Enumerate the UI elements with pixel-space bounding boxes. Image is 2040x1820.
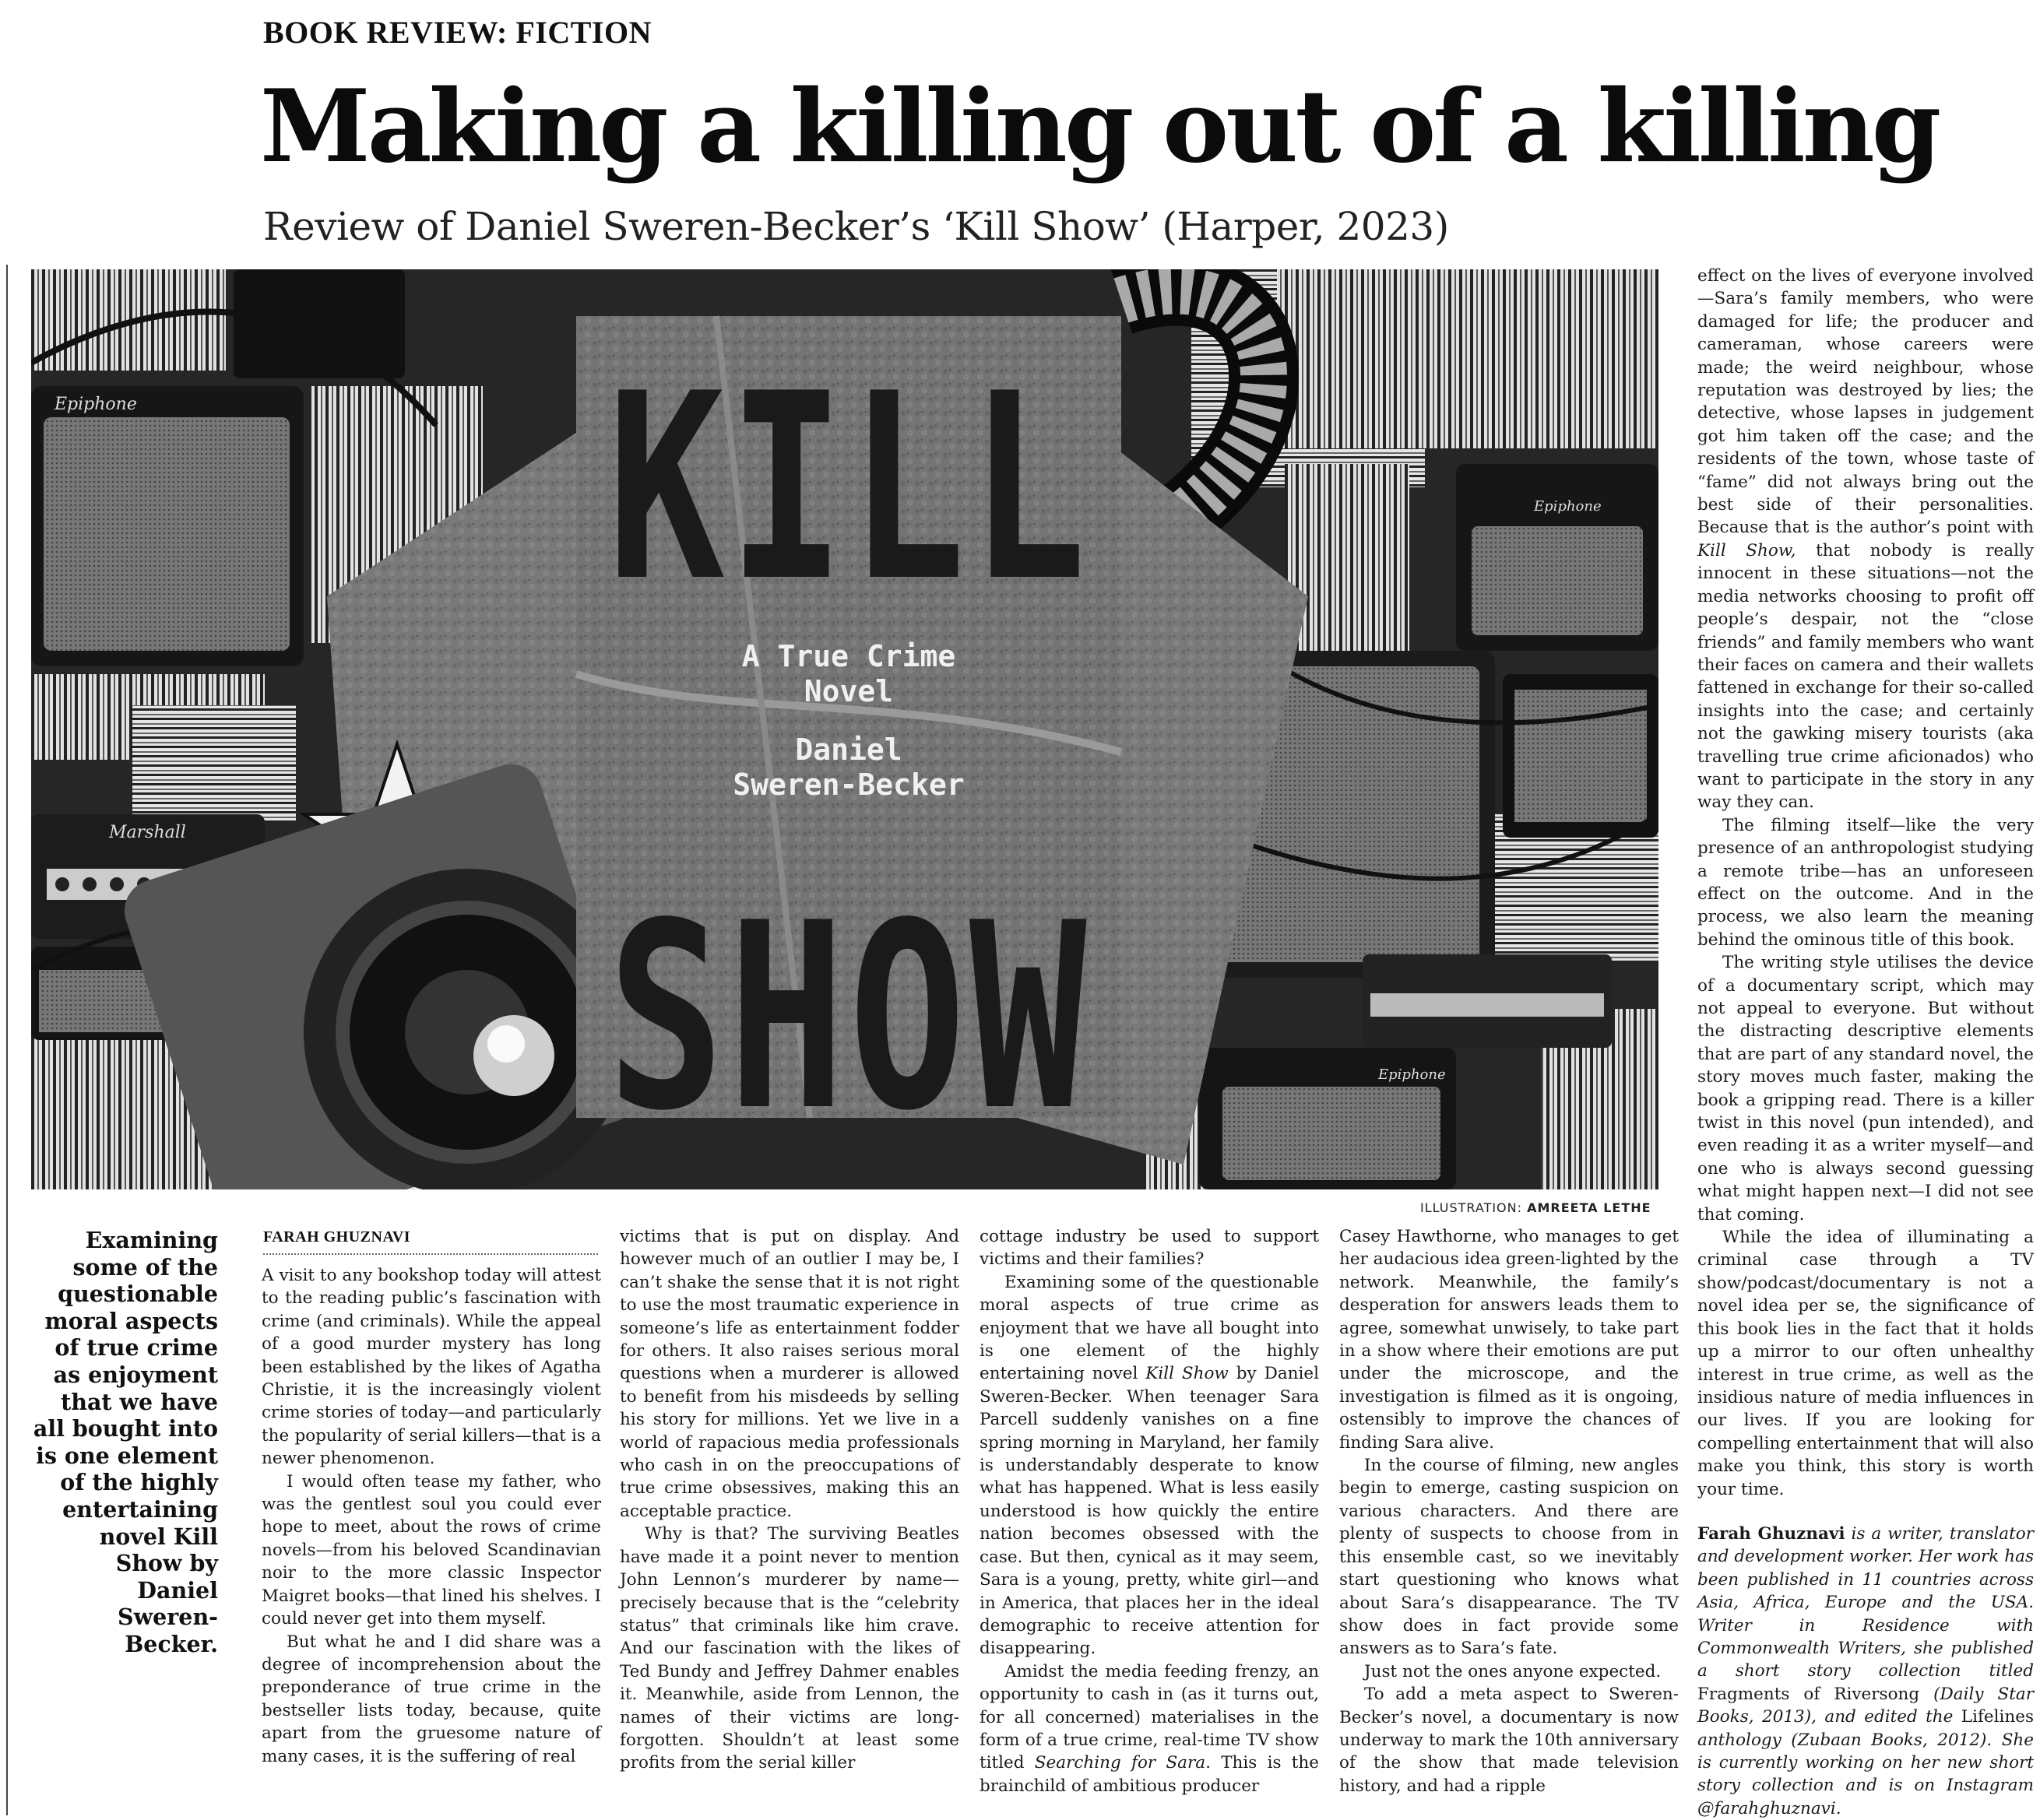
cover-title-kill: KILL bbox=[607, 339, 1090, 638]
amplifier-left-top bbox=[31, 386, 304, 666]
byline-rule bbox=[263, 1253, 598, 1255]
illustration-credit bbox=[1420, 1200, 1651, 1215]
paragraph: effect on the lives of everyone involved—Sara’s family members, who were damaged for life; the producer and cameraman, whose careers were made; the weird neighbour, whose reputation was destroyed by lies; the detective, whose lapses in judgement got him taken off the case; and the residents of the town, whose taste of “fame” did not always bring out the best side of their personalities. Because that is the author’s point with Kill Show, that nobody is really innocent in these situations—not the media networks choosing to profit off people’s despair, not the “close friends” and family members who want their faces on camera and their wallets fattened in exchange for their so-called insights into the case; and certainly not the gawking misery tourists (aka travelling true crime aficionados) who want to participate in the story in any way they can. bbox=[1697, 266, 2034, 813]
article-column-5 bbox=[1697, 265, 2034, 1820]
marshall-brand-label: Marshall bbox=[109, 823, 186, 842]
paragraph: Casey Hawthorne, who manages to get her audacious idea green-lighted by the network. Meanwhile, the family’s desperation for answers leads them to agree, somewhat unwisely, to take part in a show where their emotions are put under the microscope, and the investigation is filmed as it is ongoing, ostensibly to improve the chances of finding Sara alive. bbox=[1339, 1227, 1679, 1453]
amplifier-right-bottom bbox=[1199, 1048, 1456, 1189]
credit-name: AMREETA LETHE bbox=[1527, 1200, 1651, 1215]
show-title: Searching for Sara bbox=[1034, 1753, 1206, 1773]
byline: FARAH GHUZNAVI bbox=[263, 1228, 411, 1246]
cover-author-1: Daniel bbox=[795, 733, 902, 767]
amplifier-right-small bbox=[1503, 674, 1658, 838]
cover-tagline-2: Novel bbox=[804, 674, 894, 708]
book-title: Kill Show bbox=[1145, 1364, 1229, 1384]
cover-title-show: SHOW bbox=[607, 868, 1090, 1167]
paragraph: To add a meta aspect to Sweren-Becker’s novel, a documentary is now underway to mark the 10th anniversary of the show that made television history, and had a ripple bbox=[1339, 1685, 1679, 1796]
paragraph: I would often tease my father, who was the gentlest soul you could ever hope to meet, about the rows of crime novels—from his beloved Scandinavian noir to the more classic Inspector Maigret books—that lined his shelves. I could never get into them myself. bbox=[262, 1471, 601, 1629]
paragraph: But what he and I did share was a degree of incomprehension about the preponderance of true crime in the bestseller lists today, because, quite apart from the gruesome nature of many cases, it is the suffering of real bbox=[262, 1632, 601, 1766]
bio-name: Farah Ghuznavi bbox=[1697, 1523, 1845, 1544]
amp-brand-label: Epiphone bbox=[55, 395, 137, 414]
article-column-3 bbox=[980, 1225, 1319, 1797]
paragraph: The filming itself—like the very presence of an anthropologist studying a remote tribe—has an unforeseen effect on the outcome. And in the process, we also learn the meaning behind the ominous title of this book. bbox=[1697, 815, 2034, 950]
section-kicker: BOOK REVIEW: FICTION bbox=[263, 15, 652, 50]
amplifier-right-head bbox=[1363, 954, 1612, 1048]
paragraph: Examining some of the questionable moral aspects of true crime as enjoyment that we have all bought into is one element of the highly entertaining novel Kill Show by Daniel Sweren-Becker. When teenager Sara Parcell suddenly vanishes on a fine spring morning in Maryland, her family is understandably desperate to know what has happened. What is less easily understood is how quickly the entire nation becomes obsessed with the case. But then, cynical as it may seem, Sara is a young, pretty, white girl—and in America, that places her in the ideal demographic to receive attention for disappearing. bbox=[980, 1272, 1319, 1659]
article-column-4 bbox=[1339, 1225, 1679, 1797]
paragraph: Just not the ones anyone expected. bbox=[1364, 1661, 1662, 1681]
record-shelf bbox=[1277, 269, 1658, 448]
book-cover bbox=[576, 316, 1121, 1167]
credit-label: ILLUSTRATION: bbox=[1420, 1200, 1523, 1215]
record-shelf bbox=[132, 705, 296, 822]
paragraph: The writing style utilises the device of a documentary script, which may not appeal to everyone. But without the distracting descriptive elements that are part of any standard novel, the story moves much faster, making the book a gripping read. There is a killer twist in this novel (pun intended), and even reading it as a writer myself—and one who is always second guessing what might happen next—I did not see that coming. bbox=[1697, 953, 2034, 1224]
amp-brand-label: Epiphone bbox=[1378, 1066, 1446, 1083]
pull-quote: Examining some of the questionable moral aspects of true crime as enjoyment that we have all bought into is one element of the highly entertaining novel Kill Show by Daniel Sweren-Becker. bbox=[33, 1227, 218, 1657]
paragraph: Amidst the media feeding frenzy, an opportunity to cash in (as it turns out, for all concerned) materialises in the form of a true crime, real-time TV show titled Searching for Sara. This is the brainchild of ambitious producer bbox=[980, 1661, 1319, 1796]
paragraph: victims that is put on display. And however much of an outlier I may be, I can’t shake the sense that it is not right to use the most traumatic experience in someone’s life as entertainment fodder for others. It also raises serious moral questions when a murderer is allowed to benefit from his misdeeds by selling his story for millions. Yet we live in a world of rapacious media professionals who cash in on the preoccupations of true crime obsessives, making this an acceptable practice. bbox=[620, 1227, 959, 1521]
paragraph: cottage industry be used to support victims and their families? bbox=[980, 1227, 1319, 1270]
paragraph: While the idea of illuminating a criminal case through a TV show/podcast/documentary is not a novel idea per se, the significance of this book lies in the fact that it holds up a mirror to our often unhealthy interest in true crime, as well as the insidious nature of media influences in our lives. If you are looking for compelling entertainment that will also make you think, this story is worth your time. bbox=[1697, 1228, 2034, 1499]
amplifier-right-top bbox=[1456, 464, 1658, 651]
article-column-2 bbox=[620, 1225, 959, 1775]
subheadline: Review of Daniel Sweren-Becker’s ‘Kill Show’ (Harper, 2023) bbox=[263, 204, 1449, 249]
paragraph: In the course of filming, new angles begin to emerge, casting suspicion on various characters. And there are plenty of suspects to choose from in this ensemble cast, so we inevitably start questioning who knows what about Sara’s disappearance. The TV show does in fact provide some answers as to Sara’s fate. bbox=[1339, 1456, 1679, 1659]
author-bio: Farah Ghuznavi is a writer, translator and development worker. Her work has been published in 11 countries across Asia, Africa, Europe and the USA. Writer in Residence with Commonwealth Writers, she published a short story collection titled Fragments of Riversong (Daily Star Books, 2013), and edited the Lifelines anthology (Zubaan Books, 2012). She is currently working on her new short story collection and is on Instagram @farahghuznavi. bbox=[1697, 1523, 2034, 1818]
cover-tagline-1: A True Crime bbox=[741, 639, 956, 673]
article-column-1 bbox=[262, 1264, 601, 1768]
column-rule bbox=[6, 265, 8, 1815]
headline: Making a killing out of a killing bbox=[260, 69, 1939, 185]
paragraph: A visit to any bookshop today will attest to the reading public’s fascination with crime (and criminals). While the appeal of a good murder mystery has long been established by the likes of Agatha Christie, it is the increasingly violent crime stories of today—and particularly the popularity of serial killers—that is a newer phenomenon. bbox=[262, 1266, 601, 1469]
book-title: Kill Show, bbox=[1697, 540, 1796, 560]
illustration bbox=[31, 269, 1658, 1189]
amp-brand-label: Epiphone bbox=[1534, 498, 1602, 515]
cover-author-2: Sweren-Becker bbox=[733, 768, 965, 802]
paragraph: Why is that? The surviving Beatles have made it a point never to mention John Lennon’s murderer by name—precisely because that is the “celebrity status” that criminals like him crave. And our fascination with the likes of Ted Bundy and Jeffrey Dahmer enables it. Meanwhile, aside from Lennon, the names of their victims are long-forgotten. Shouldn’t at least some profits from the serial killer bbox=[620, 1524, 959, 1773]
